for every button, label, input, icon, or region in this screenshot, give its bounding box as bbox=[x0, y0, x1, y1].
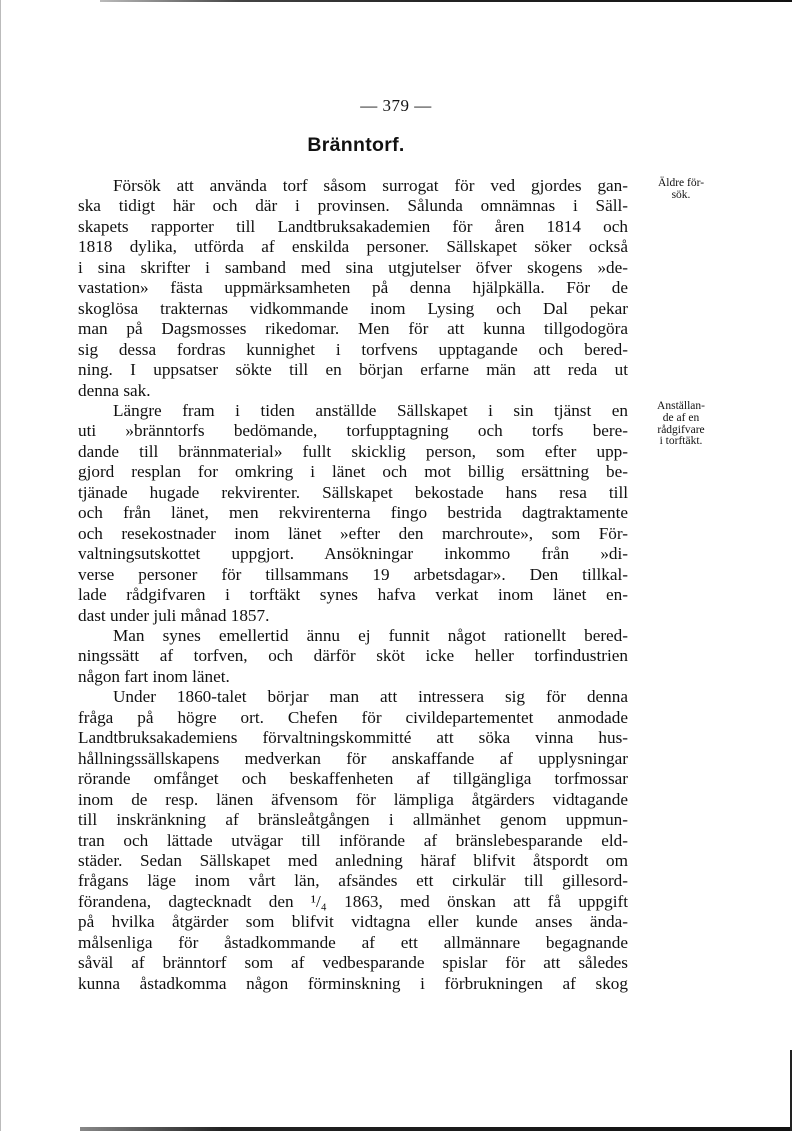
text-line: Landtbruksakademiens förvaltningskommitté att söka vinna hus- bbox=[78, 728, 628, 748]
text-line: tjänade hugade rekvirenter. Sällskapet bekostade hans resa till bbox=[78, 482, 628, 502]
text-line: ning. I uppsatser sökte till en början erfarne män att reda ut bbox=[78, 360, 628, 380]
margin-note-line: Anställan- bbox=[657, 400, 705, 412]
margin-note-line: de af en bbox=[662, 411, 700, 424]
text-line: uti »bränntorfs bedömande, torfupptagning och torfs bere- bbox=[78, 421, 628, 441]
body-text bbox=[78, 176, 628, 994]
text-line: kunna åstadkomma någon förminskning i förbrukningen af skog bbox=[78, 973, 628, 993]
text-line: på hvilka åtgärder som blifvit vidtagna eller kunde anses ända- bbox=[78, 912, 628, 932]
paragraph-4 bbox=[78, 687, 628, 994]
text-line: Försök att använda torf såsom surrogat för ved gjordes gan- bbox=[113, 176, 628, 195]
scan-edge-bottom bbox=[80, 1127, 792, 1131]
text-line: städer. Sedan Sällskapet med anledning häraf blifvit åtspordt om bbox=[78, 850, 628, 870]
text-line: man på Dagsmosses rikedomar. Men för att kunna tillgodogöra bbox=[78, 319, 628, 339]
text-line: såväl af bränntorf som af vedbesparande spislar för att således bbox=[78, 953, 628, 973]
text-line: sig dessa fordras kunnighet i torfvens upptagande och bered- bbox=[78, 339, 628, 359]
text-line: tran och lättade utvägar till införande af bränslebesparande eld- bbox=[78, 830, 628, 850]
text-line: inom de resp. länen äfvensom för lämpliga åtgärders vidtagande bbox=[78, 789, 628, 809]
paragraph-2 bbox=[78, 401, 628, 626]
text-line: valtningsutskottet uppgjort. Ansökningar inkommo från »di- bbox=[78, 544, 628, 564]
text-line: någon fart inom länet. bbox=[78, 666, 230, 686]
text-line: Man synes emellertid ännu ej funnit något rationellt bered- bbox=[113, 625, 628, 645]
text-line: denna sak. bbox=[78, 380, 151, 400]
scan-edge-top bbox=[100, 0, 792, 2]
text-line: lade rådgifvaren i torftäkt synes hafva verkat inom länet en- bbox=[78, 585, 628, 605]
text-line: till inskränkning af bränsleåtgången i allmänhet genom uppmun- bbox=[78, 810, 628, 830]
text-line: ska tidigt här och där i provinsen. Sålunda omnämnas i Säll- bbox=[78, 196, 628, 216]
text-line: och resekostnader inom länet »efter den marchroute», som För- bbox=[78, 523, 628, 543]
text-line: verse personer för tillsammans 19 arbetsdagar». Den tillkal- bbox=[78, 564, 628, 584]
text-line: ningssätt af torfven, och därför sköt icke heller torfindustrien bbox=[78, 646, 628, 666]
paragraph-3 bbox=[78, 626, 628, 687]
text-line: i sina skrifter i samband med sina utgjutelser öfver skogens »de- bbox=[78, 257, 628, 277]
scan-edge-left bbox=[0, 0, 1, 1131]
text-line: hållningssällskapens medverkan för anskaffande af upplysningar bbox=[78, 748, 628, 768]
margin-note-older-attempts bbox=[636, 178, 726, 202]
margin-note-advisor-hiring bbox=[636, 401, 726, 448]
text-line: Under 1860-talet börjar man att intressera sig för denna bbox=[113, 687, 628, 707]
text-line: frågans läge inom vårt län, afsändes ett cirkulär till gillesord- bbox=[78, 871, 628, 891]
text-line: rörande omfånget och beskaffenheten af tillgängliga torfmossar bbox=[78, 769, 628, 789]
text-line: förandena, dagtecknadt den ¹/₄ 1863, med önskan att få uppgift bbox=[78, 891, 628, 911]
margin-note-line: sök. bbox=[671, 188, 691, 201]
text-line: vastation» fästa uppmärksamheten på denna hjälpkälla. För de bbox=[78, 278, 628, 298]
text-line: skoglösa trakternas vidkommande inom Lysing och Dal pekar bbox=[78, 298, 628, 318]
text-line: målsenliga för åstadkommande af ett allmännare begagnande bbox=[78, 932, 628, 952]
text-line: 1818 dylika, utförda af enskilda personer. Sällskapet söker också bbox=[78, 237, 628, 257]
paragraph-1 bbox=[78, 176, 628, 401]
text-line: skapets rapporter till Landtbruksakademien för åren 1814 och bbox=[78, 216, 628, 236]
margin-note-line: rådgifvare bbox=[657, 423, 705, 436]
text-line: gjord resplan for omkring i länet och mot billig ersättning be- bbox=[78, 462, 628, 482]
text-line: dast under juli månad 1857. bbox=[78, 605, 270, 625]
text-line: fråga på högre ort. Chefen för civildepartementet anmodade bbox=[78, 707, 628, 727]
margin-note-line: Äldre för- bbox=[657, 177, 705, 189]
text-line: Längre fram i tiden anställde Sällskapet i sin tjänst en bbox=[113, 400, 628, 420]
margin-note-line: i torftäkt. bbox=[659, 435, 703, 448]
text-line: och från länet, men rekvirenterna fingo bestrida dagtraktamente bbox=[78, 503, 628, 523]
page-title: Bränntorf. bbox=[307, 134, 405, 156]
text-line: dande till brännmaterial» fullt skicklig person, som efter upp- bbox=[78, 441, 628, 461]
page-number: — 379 — bbox=[360, 96, 432, 115]
